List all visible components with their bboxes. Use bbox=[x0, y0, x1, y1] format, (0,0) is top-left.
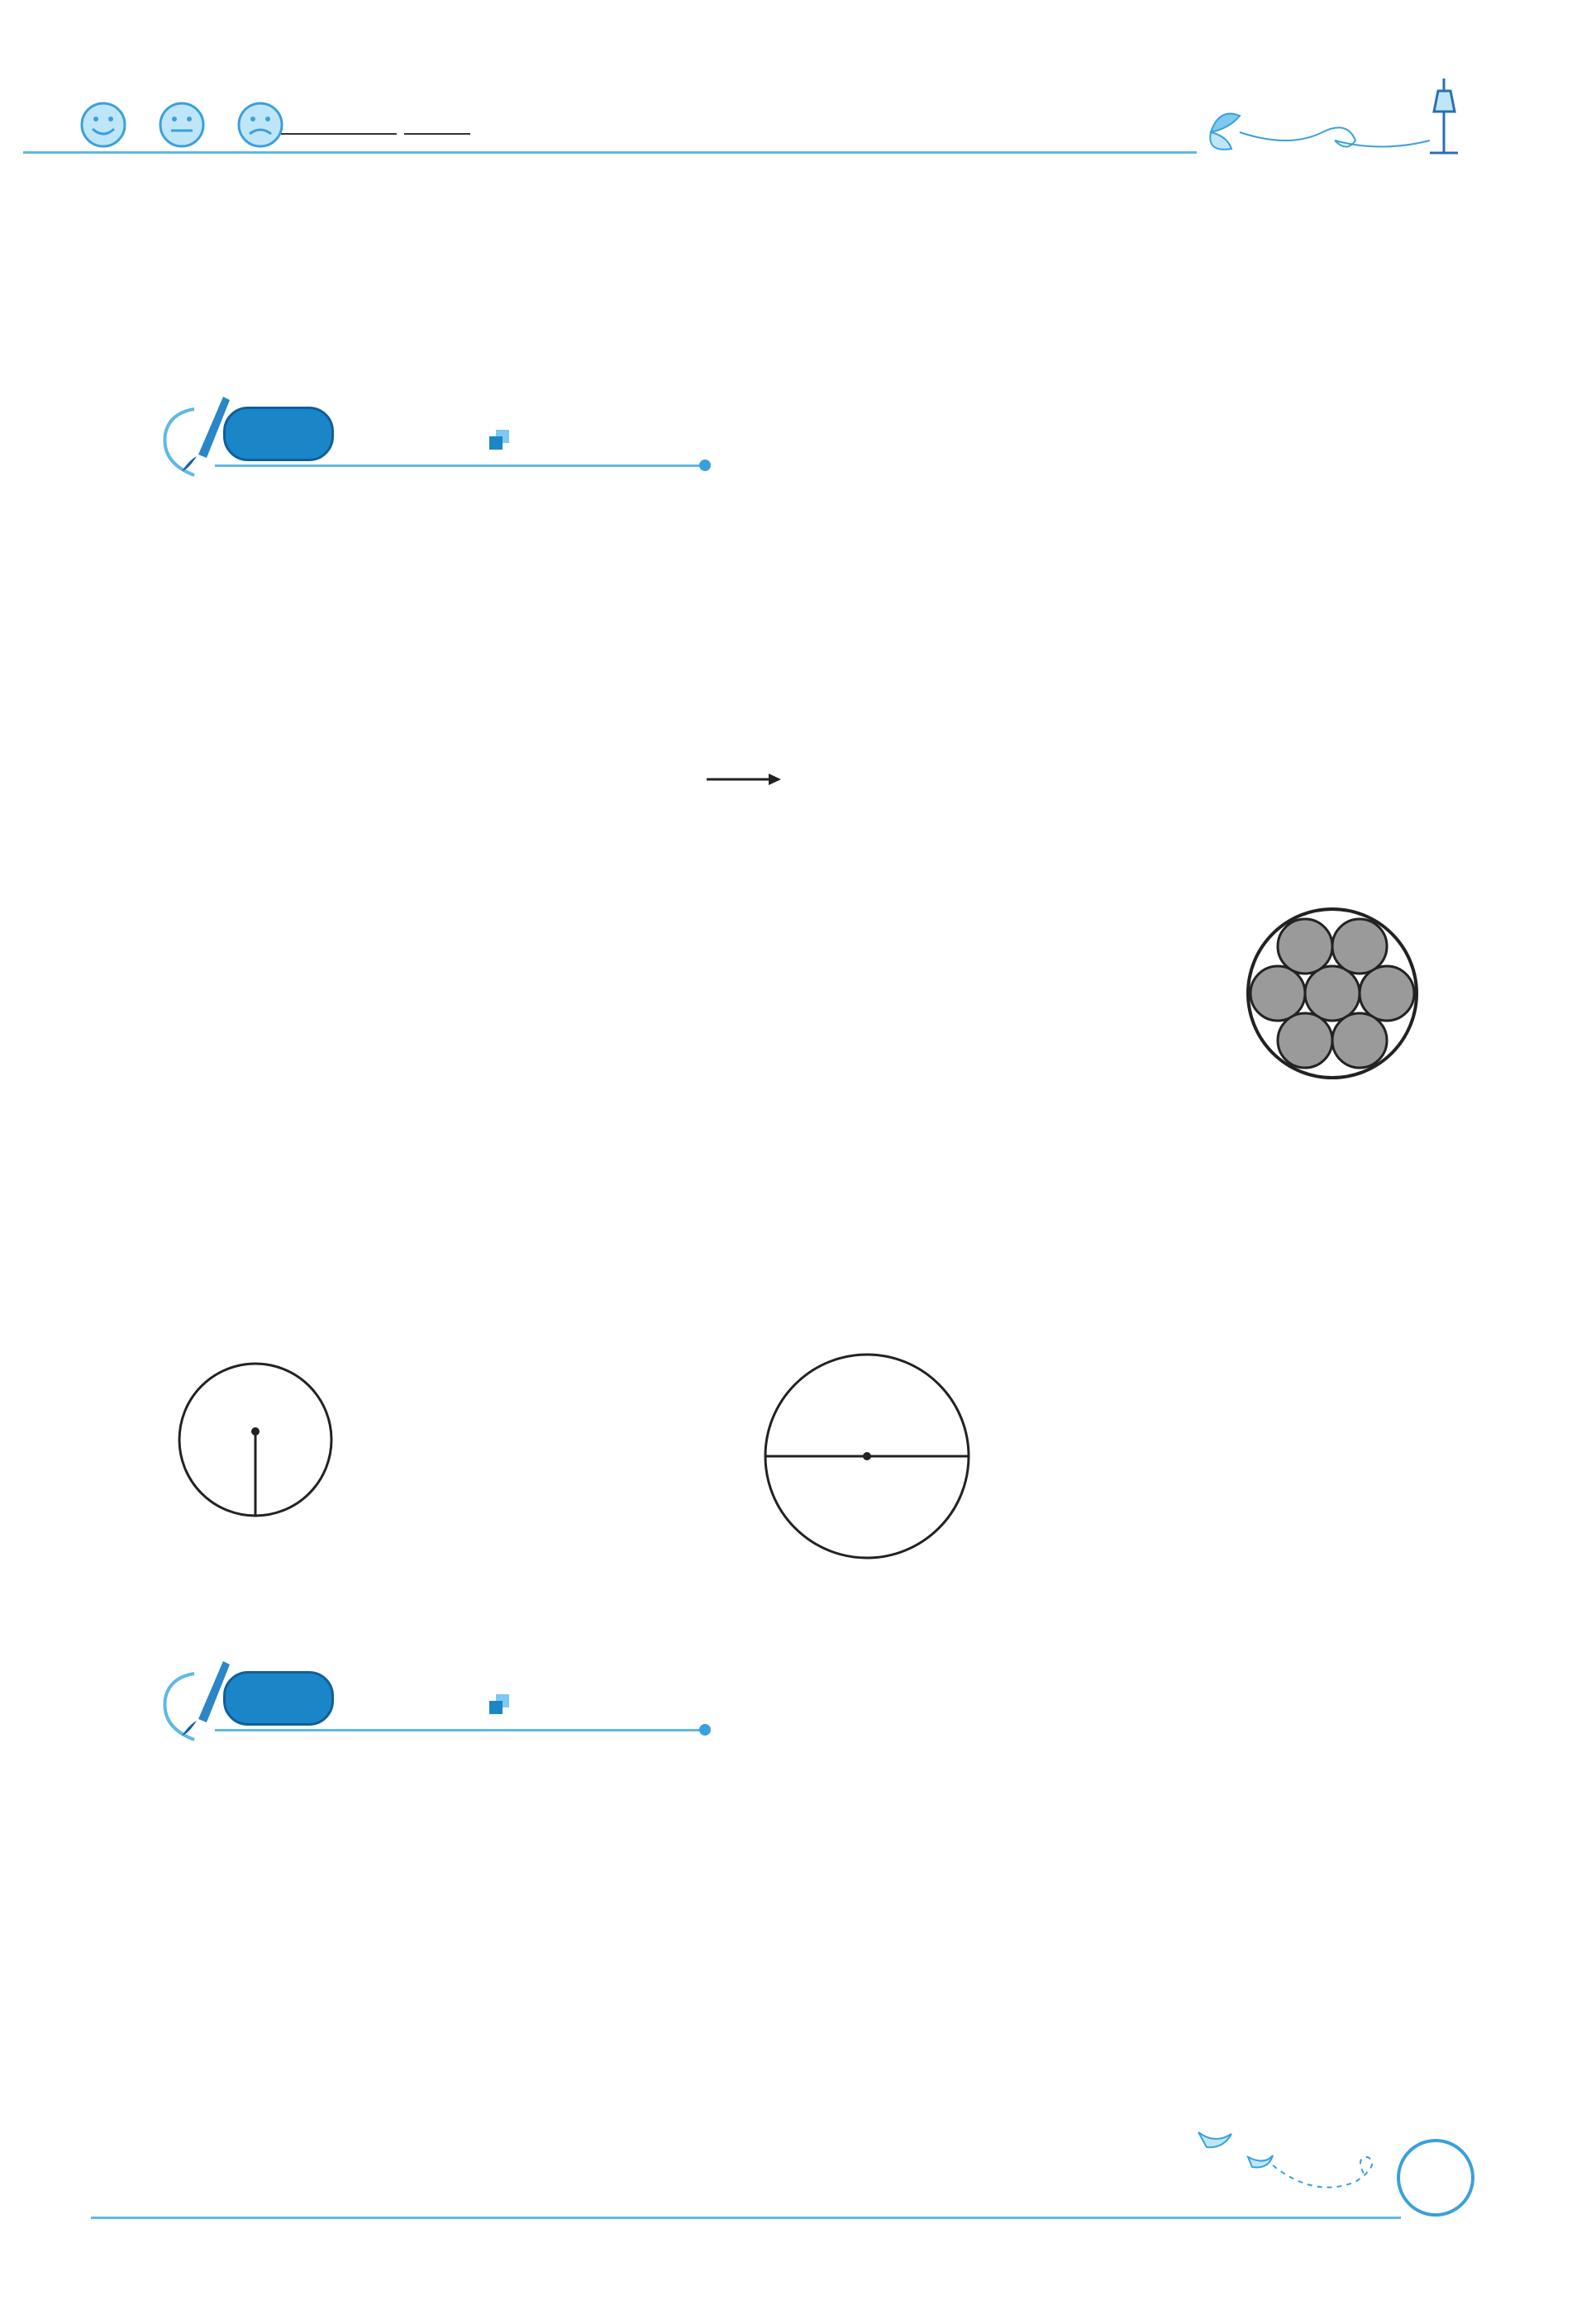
header-rule bbox=[23, 151, 1197, 154]
date-line bbox=[281, 116, 470, 140]
part1-q3-line2 bbox=[180, 1012, 240, 1050]
butterfly-lamp-decoration bbox=[1190, 74, 1471, 165]
footer-bird-decoration bbox=[1190, 2116, 1405, 2207]
section-ability-header bbox=[149, 1653, 727, 1744]
seven-circles-figure bbox=[1244, 905, 1422, 1083]
section-basic-header bbox=[149, 388, 727, 479]
circle-cut-figure bbox=[471, 668, 1132, 879]
section-basic-dot bbox=[699, 460, 711, 471]
header bbox=[0, 0, 1591, 165]
section-ability-dot bbox=[699, 1724, 711, 1736]
part1-q2-text-post bbox=[149, 896, 169, 931]
section-basic-square-icon bbox=[489, 436, 503, 450]
circle-r4-figure bbox=[175, 1360, 336, 1521]
part1-q3-answer-b bbox=[210, 1012, 240, 1048]
section-ability-rule bbox=[215, 1729, 703, 1731]
page-number-circle bbox=[1397, 2139, 1474, 2217]
section-ability-badge bbox=[223, 1671, 334, 1726]
section-ability-square-icon bbox=[489, 1701, 503, 1714]
footer-rule bbox=[91, 2217, 1401, 2219]
smiley-icons bbox=[74, 98, 306, 155]
part1-q3-answer-a bbox=[180, 1012, 210, 1048]
section-basic-rule bbox=[215, 464, 703, 467]
part1-q2 bbox=[149, 895, 169, 933]
circle-d12-figure bbox=[762, 1351, 973, 1562]
section-basic-badge bbox=[223, 407, 334, 461]
